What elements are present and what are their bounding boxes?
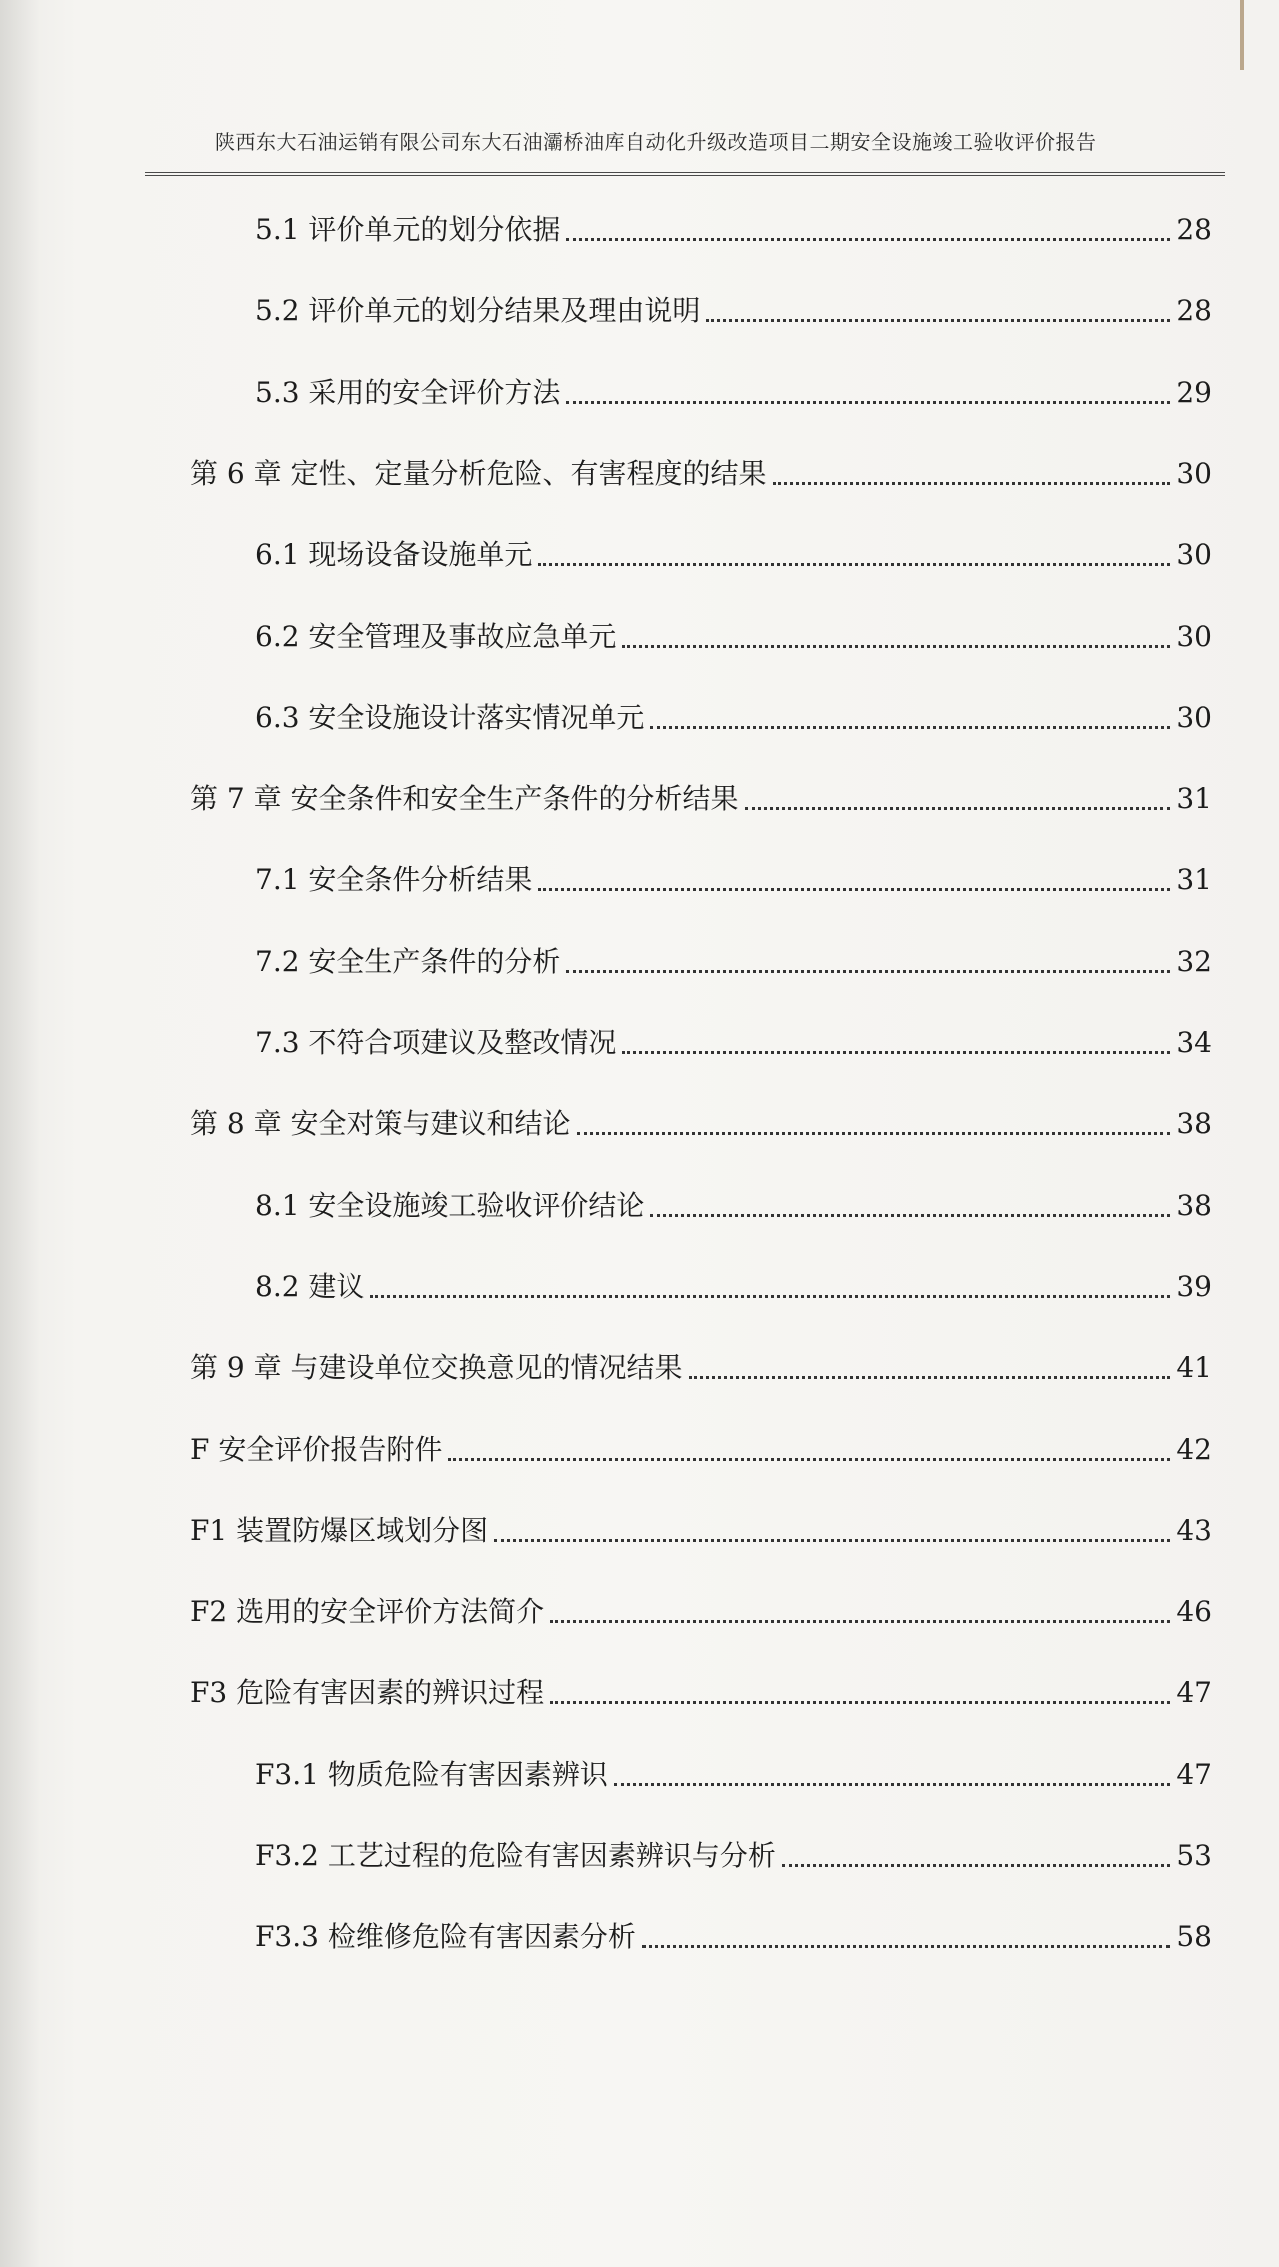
toc-dot-leader (622, 1051, 1170, 1054)
toc-entry-label: 6.2 安全管理及事故应急单元 (255, 619, 617, 653)
toc-entry-label: 7.1 安全条件分析结果 (255, 863, 533, 897)
toc-dot-leader (642, 1945, 1170, 1948)
toc-entry-page-number: 58 (1176, 1920, 1212, 1954)
toc-entry-label: F3.1 物质危险有害因素辨识 (255, 1757, 608, 1791)
toc-entry-page-number: 34 (1176, 1026, 1212, 1059)
toc-entry-page-number: 28 (1176, 294, 1212, 328)
toc-entry-label: 7.2 安全生产条件的分析 (255, 944, 561, 978)
toc-entry[interactable] (255, 1023, 1212, 1063)
toc-dot-leader (577, 1132, 1170, 1135)
toc-entry[interactable] (255, 698, 1212, 738)
toc-dot-leader (538, 888, 1170, 891)
toc-dot-leader (566, 970, 1170, 973)
toc-entry-label: 8.2 建议 (255, 1269, 365, 1303)
toc-dot-leader (566, 238, 1170, 241)
toc-entry-label: F 安全评价报告附件 (190, 1432, 443, 1466)
toc-entry-label: 5.3 采用的安全评价方法 (255, 375, 561, 409)
toc-entry[interactable] (255, 535, 1212, 575)
toc-entry-label: F3 危险有害因素的辨识过程 (190, 1676, 545, 1710)
toc-entry-page-number: 39 (1176, 1269, 1212, 1303)
toc-entry[interactable] (190, 1673, 1212, 1713)
toc-dot-leader (745, 807, 1170, 810)
toc-entry-page-number: 46 (1176, 1595, 1212, 1629)
toc-entry-label: 5.1 评价单元的划分依据 (255, 213, 561, 246)
toc-entry-label: 8.1 安全设施竣工验收评价结论 (255, 1188, 645, 1222)
toc-entry[interactable] (255, 1836, 1212, 1876)
running-header: 陕西东大石油运销有限公司东大石油灞桥油库自动化升级改造项目二期安全设施竣工验收评价报告 (215, 130, 1097, 154)
toc-entry-page-number: 30 (1176, 700, 1212, 734)
toc-entry-page-number: 28 (1176, 213, 1212, 246)
toc-dot-leader (689, 1376, 1170, 1379)
toc-dot-leader (773, 482, 1170, 485)
toc-entry[interactable] (255, 373, 1212, 413)
toc-entry[interactable] (190, 1592, 1212, 1632)
toc-entry[interactable] (255, 860, 1212, 900)
toc-entry-page-number: 30 (1176, 456, 1212, 490)
toc-entry-label: 7.3 不符合项建议及整改情况 (255, 1026, 617, 1059)
toc-dot-leader (650, 1214, 1170, 1217)
toc-entry-label: F2 选用的安全评价方法简介 (190, 1595, 545, 1629)
toc-dot-leader (706, 319, 1170, 322)
toc-entry[interactable] (255, 210, 1212, 250)
toc-dot-leader (650, 726, 1170, 729)
toc-entry-label: F1 装置防爆区域划分图 (190, 1513, 489, 1547)
toc-entry-label: 5.2 评价单元的划分结果及理由说明 (255, 294, 701, 328)
toc-entry-page-number: 38 (1176, 1107, 1212, 1141)
toc-dot-leader (550, 1620, 1170, 1623)
toc-entry-page-number: 31 (1176, 782, 1212, 816)
toc-entry-page-number: 38 (1176, 1188, 1212, 1222)
toc-entry[interactable] (255, 291, 1212, 331)
toc-entry[interactable] (190, 1430, 1212, 1470)
toc-dot-leader (370, 1295, 1170, 1298)
toc-entry-page-number: 32 (1176, 944, 1212, 978)
toc-entry-page-number: 43 (1176, 1513, 1212, 1547)
toc-entry-page-number: 31 (1176, 863, 1212, 897)
toc-dot-leader (622, 645, 1170, 648)
toc-dot-leader (614, 1783, 1170, 1786)
toc-entry[interactable] (190, 1104, 1212, 1144)
toc-entry-label: 6.3 安全设施设计落实情况单元 (255, 700, 645, 734)
toc-dot-leader (538, 563, 1170, 566)
toc-entry[interactable] (255, 1917, 1212, 1957)
toc-entry-label: F3.2 工艺过程的危险有害因素辨识与分析 (255, 1839, 776, 1872)
toc-dot-leader (550, 1701, 1170, 1704)
toc-entry[interactable] (190, 1348, 1212, 1388)
toc-entry[interactable] (255, 942, 1212, 982)
toc-dot-leader (448, 1458, 1170, 1461)
toc-entry-label: F3.3 检维修危险有害因素分析 (255, 1920, 636, 1954)
toc-dot-leader (566, 401, 1170, 404)
toc-entry[interactable] (255, 1186, 1212, 1226)
toc-entry-page-number: 47 (1176, 1757, 1212, 1791)
toc-entry[interactable] (190, 454, 1212, 494)
toc-entry-page-number: 47 (1176, 1676, 1212, 1710)
toc-entry[interactable] (255, 1267, 1212, 1307)
toc-entry-page-number: 30 (1176, 538, 1212, 572)
toc-entry-page-number: 30 (1176, 619, 1212, 653)
toc-entry-label: 第 7 章 安全条件和安全生产条件的分析结果 (190, 782, 739, 816)
toc-entry-page-number: 29 (1176, 375, 1212, 409)
toc-dot-leader (782, 1864, 1170, 1867)
toc-entry-label: 第 8 章 安全对策与建议和结论 (190, 1107, 571, 1141)
toc-entry[interactable] (190, 1511, 1212, 1551)
toc-entry-label: 6.1 现场设备设施单元 (255, 538, 533, 572)
toc-entry-page-number: 53 (1176, 1839, 1212, 1872)
toc-entry-page-number: 42 (1176, 1432, 1212, 1466)
toc-entry-page-number: 41 (1176, 1351, 1212, 1385)
toc-entry[interactable] (255, 1755, 1212, 1795)
toc-entry[interactable] (255, 617, 1212, 657)
toc-dot-leader (494, 1539, 1170, 1542)
toc-entry-label: 第 9 章 与建设单位交换意见的情况结果 (190, 1351, 683, 1385)
toc-entry-label: 第 6 章 定性、定量分析危险、有害程度的结果 (190, 456, 767, 490)
toc-entry[interactable] (190, 779, 1212, 819)
